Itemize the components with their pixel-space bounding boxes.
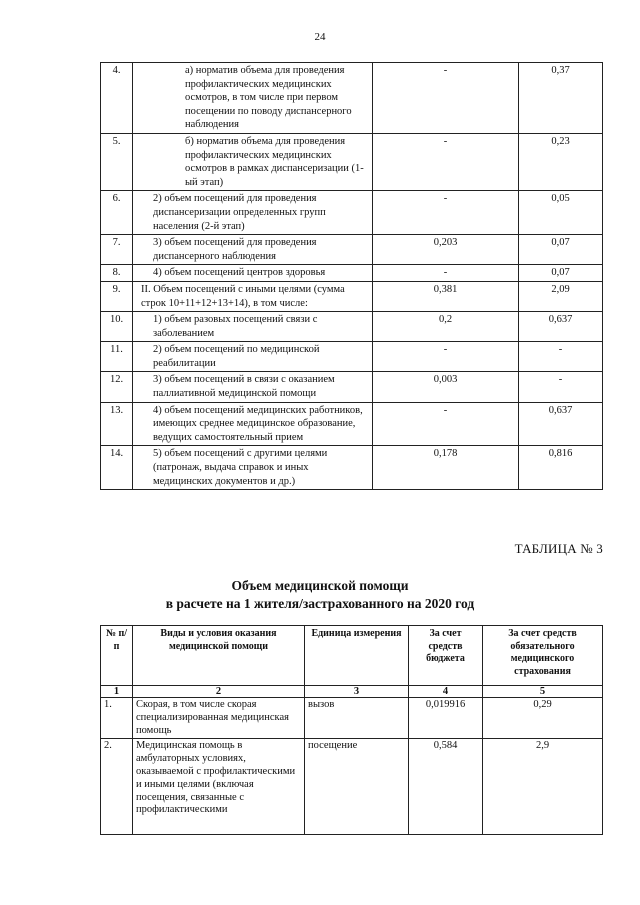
table-row bbox=[101, 402, 603, 446]
row-description: 2) объем посещений для проведения диспансеризации определенных групп населения (2-й этап) bbox=[133, 191, 373, 235]
row-oms-value: 0,07 bbox=[519, 265, 603, 282]
row-num: 7. bbox=[101, 235, 133, 265]
row-num: 12. bbox=[101, 372, 133, 402]
row-budget-value: - bbox=[373, 265, 519, 282]
table-row bbox=[101, 739, 603, 835]
row-oms-value: 0,23 bbox=[519, 133, 603, 190]
row-oms-value: - bbox=[519, 372, 603, 402]
header-unit: Единица измерения bbox=[305, 626, 409, 686]
row-unit: вызов bbox=[305, 698, 409, 739]
column-index: 4 bbox=[409, 686, 483, 698]
row-oms-value: 0,05 bbox=[519, 191, 603, 235]
table-label: ТАБЛИЦА № 3 bbox=[514, 541, 603, 556]
row-oms-value: 0,07 bbox=[519, 235, 603, 265]
row-num: 6. bbox=[101, 191, 133, 235]
row-oms-value: 0,816 bbox=[519, 446, 603, 490]
row-budget-value: - bbox=[373, 342, 519, 372]
row-budget-value: - bbox=[373, 191, 519, 235]
row-num: 13. bbox=[101, 402, 133, 446]
row-description: 2) объем посещений по медицинской реабилитации bbox=[133, 342, 373, 372]
row-num: 11. bbox=[101, 342, 133, 372]
table-row bbox=[101, 133, 603, 190]
column-index: 5 bbox=[483, 686, 603, 698]
table-row bbox=[101, 342, 603, 372]
row-type: Скорая, в том числе скорая специализированная медицинская помощь bbox=[133, 698, 305, 739]
column-index: 1 bbox=[101, 686, 133, 698]
row-num: 4. bbox=[101, 63, 133, 134]
row-budget-value: 0,003 bbox=[373, 372, 519, 402]
column-index-row bbox=[101, 686, 603, 698]
table-row bbox=[101, 265, 603, 282]
row-num: 5. bbox=[101, 133, 133, 190]
header-num: № п/п bbox=[101, 626, 133, 686]
row-oms-value: 0,37 bbox=[519, 63, 603, 134]
row-budget-value: - bbox=[373, 133, 519, 190]
table-row bbox=[101, 191, 603, 235]
row-budget: 0,584 bbox=[409, 739, 483, 835]
row-unit: посещение bbox=[305, 739, 409, 835]
table-row bbox=[101, 63, 603, 134]
volume-table-continued bbox=[100, 62, 603, 490]
header-type: Виды и условия оказания медицинской помощи bbox=[133, 626, 305, 686]
table-row bbox=[101, 372, 603, 402]
row-oms-value: 0,637 bbox=[519, 312, 603, 342]
column-index: 3 bbox=[305, 686, 409, 698]
row-num: 1. bbox=[101, 698, 133, 739]
table-row bbox=[101, 446, 603, 490]
row-description: 1) объем разовых посещений связи с заболеванием bbox=[133, 312, 373, 342]
table-row bbox=[101, 281, 603, 311]
row-oms-value: - bbox=[519, 342, 603, 372]
row-num: 9. bbox=[101, 281, 133, 311]
table-row bbox=[101, 235, 603, 265]
row-num: 8. bbox=[101, 265, 133, 282]
row-budget: 0,019916 bbox=[409, 698, 483, 739]
row-oms-value: 2,09 bbox=[519, 281, 603, 311]
row-description: 3) объем посещений в связи с оказанием паллиативной медицинской помощи bbox=[133, 372, 373, 402]
row-oms: 0,29 bbox=[483, 698, 603, 739]
row-description: б) норматив объема для проведения профилактических медицинских осмотров в рамках диспансеризации (1-ый этап) bbox=[133, 133, 373, 190]
page-number: 24 bbox=[314, 31, 326, 43]
row-description: 4) объем посещений медицинских работников, имеющих среднее медицинское образование, ведущих самостоятельный прием bbox=[133, 402, 373, 446]
row-num: 2. bbox=[101, 739, 133, 835]
row-budget-value: 0,381 bbox=[373, 281, 519, 311]
header-budget: За счет средств бюджета bbox=[409, 626, 483, 686]
row-budget-value: - bbox=[373, 402, 519, 446]
row-budget-value: 0,178 bbox=[373, 446, 519, 490]
row-description: II. Объем посещений с иными целями (сумма строк 10+11+12+13+14), в том числе: bbox=[133, 281, 373, 311]
row-description: 3) объем посещений для проведения диспансерного наблюдения bbox=[133, 235, 373, 265]
row-oms-value: 0,637 bbox=[519, 402, 603, 446]
row-budget-value: 0,2 bbox=[373, 312, 519, 342]
header-oms: За счет средств обязательного медицинского страхования bbox=[483, 626, 603, 686]
row-description: 4) объем посещений центров здоровья bbox=[133, 265, 373, 282]
row-oms: 2,9 bbox=[483, 739, 603, 835]
table-title bbox=[0, 577, 640, 613]
row-budget-value: 0,203 bbox=[373, 235, 519, 265]
table-row bbox=[101, 312, 603, 342]
row-type: Медицинская помощь в амбулаторных условиях, оказываемой с профилактическими и иными целями (включая посещения, связанные с профилактическими bbox=[133, 739, 305, 835]
row-description: 5) объем посещений с другими целями (патронаж, выдача справок и иных медицинских документов и др.) bbox=[133, 446, 373, 490]
table-row bbox=[101, 698, 603, 739]
row-budget-value: - bbox=[373, 63, 519, 134]
volume-per-resident-table bbox=[100, 625, 603, 835]
row-num: 10. bbox=[101, 312, 133, 342]
row-description: а) норматив объема для проведения профилактических медицинских осмотров, в том числе при первом посещении по поводу диспансерного наблюдения bbox=[133, 63, 373, 134]
table-title-line-2: в расчете на 1 жителя/застрахованного на 2020 год bbox=[165, 596, 475, 611]
column-index: 2 bbox=[133, 686, 305, 698]
row-num: 14. bbox=[101, 446, 133, 490]
table-title-line-1: Объем медицинской помощи bbox=[231, 578, 409, 593]
